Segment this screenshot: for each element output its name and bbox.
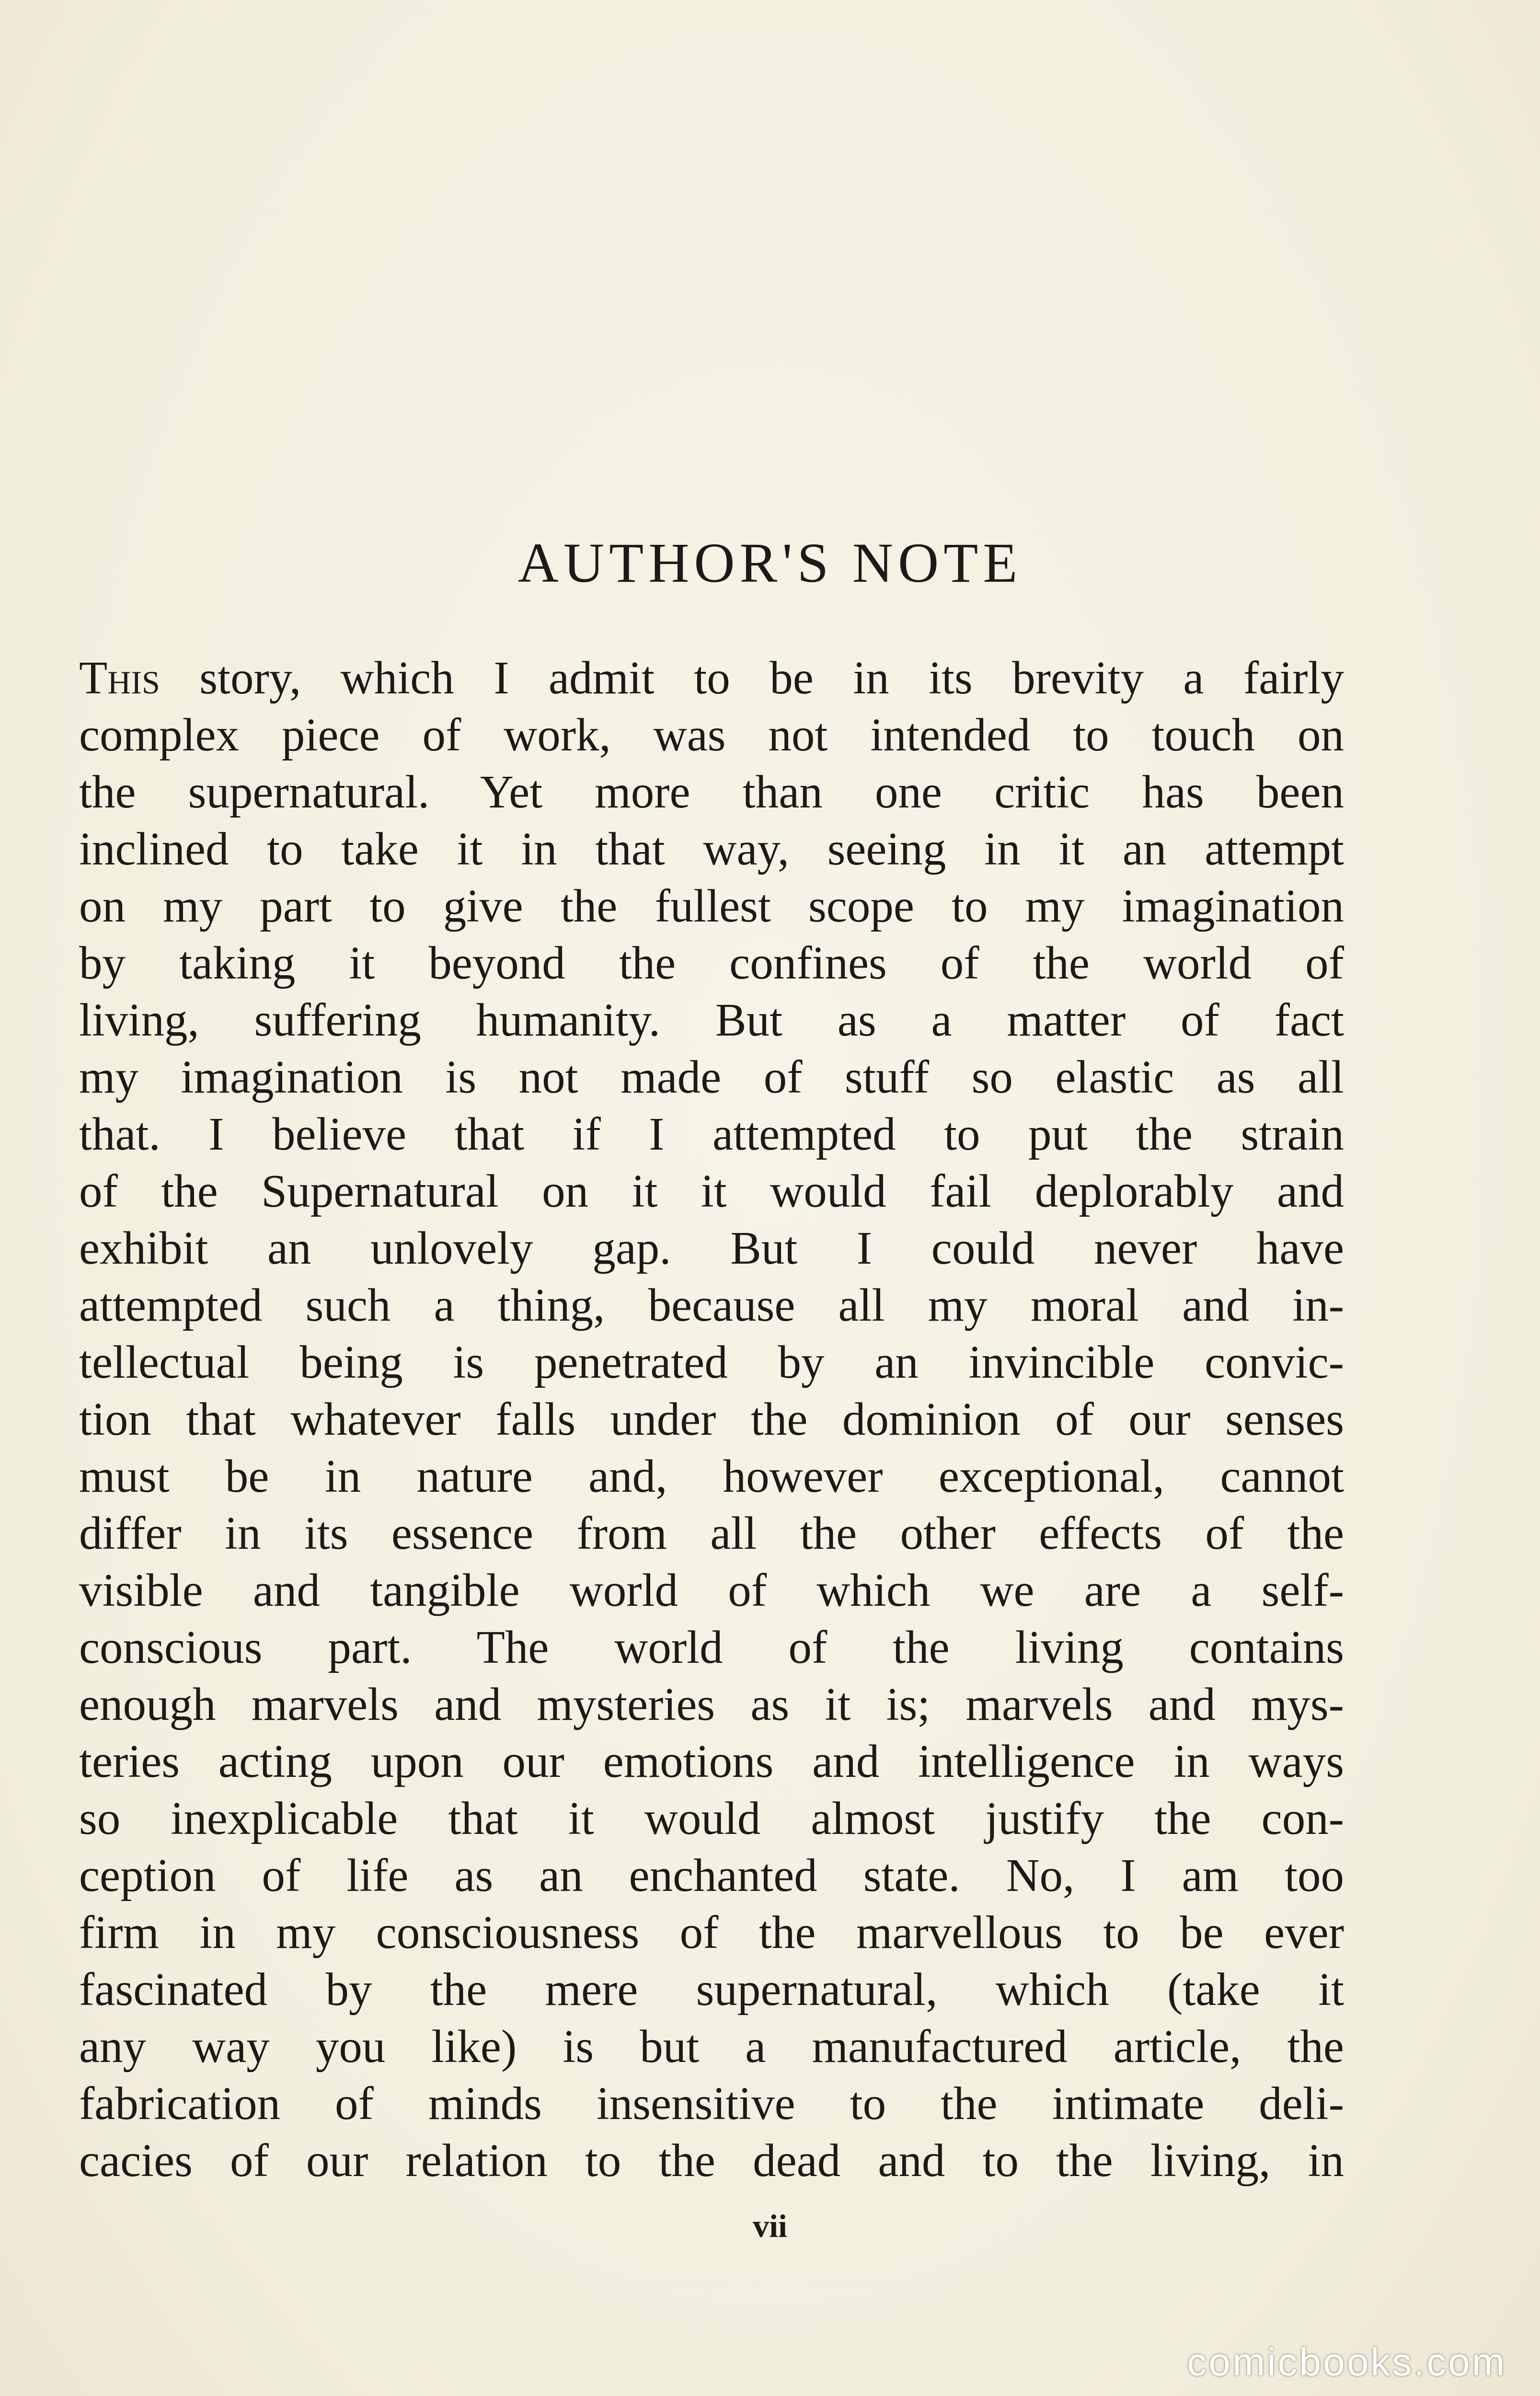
text-line: tellectual being is penetrated by an invincible convic- <box>79 1336 1344 1388</box>
text-line: fabrication of minds insensitive to the intimate deli- <box>79 2078 1344 2129</box>
body-text <box>79 649 1344 2189</box>
text-line: firm in my consciousness of the marvellous to be ever <box>79 1907 1344 1958</box>
site-watermark: comicbooks.com <box>1187 2340 1506 2384</box>
text-line: exhibit an unlovely gap. But I could never have <box>79 1222 1344 1274</box>
text-line: my imagination is not made of stuff so elastic as all <box>79 1051 1344 1103</box>
text-line: complex piece of work, was not intended to touch on <box>79 709 1344 760</box>
text-line-rest: story, which I admit to be in its brevity a fairly <box>160 652 1344 703</box>
text-line: by taking it beyond the confines of the world of <box>79 937 1344 989</box>
page-number: vii <box>753 2208 787 2244</box>
text-line: of the Supernatural on it it would fail deplorably and <box>79 1165 1344 1217</box>
text-line: on my part to give the fullest scope to my imagination <box>79 880 1344 932</box>
text-line: ception of life as an enchanted state. No, I am too <box>79 1850 1344 1901</box>
text-line: tion that whatever falls under the dominion of our senses <box>79 1394 1344 1445</box>
text-line: visible and tangible world of which we are a self- <box>79 1565 1344 1616</box>
text-line <box>79 649 1344 706</box>
text-line: enough marvels and mysteries as it is; marvels and mys- <box>79 1679 1344 1730</box>
text-line: differ in its essence from all the other effects of the <box>79 1508 1344 1559</box>
text-line: must be in nature and, however exceptional, cannot <box>79 1451 1344 1502</box>
text-line: any way you like) is but a manufactured article, the <box>79 2021 1344 2072</box>
text-line: living, suffering humanity. But as a matter of fact <box>79 994 1344 1046</box>
text-line: that. I believe that if I attempted to put the strain <box>79 1108 1344 1160</box>
opening-word: This <box>79 652 160 703</box>
text-line: conscious part. The world of the living contains <box>79 1622 1344 1673</box>
text-line: attempted such a thing, because all my moral and in- <box>79 1279 1344 1331</box>
text-line: so inexplicable that it would almost justify the con- <box>79 1793 1344 1844</box>
text-line: inclined to take it in that way, seeing in it an attempt <box>79 823 1344 875</box>
text-line: cacies of our relation to the dead and to the living, in <box>79 2135 1344 2186</box>
text-line: the supernatural. Yet more than one critic has been <box>79 766 1344 818</box>
text-line: fascinated by the mere supernatural, which (take it <box>79 1964 1344 2015</box>
page-title: AUTHOR'S NOTE <box>517 531 1023 594</box>
text-line: teries acting upon our emotions and intelligence in ways <box>79 1736 1344 1787</box>
